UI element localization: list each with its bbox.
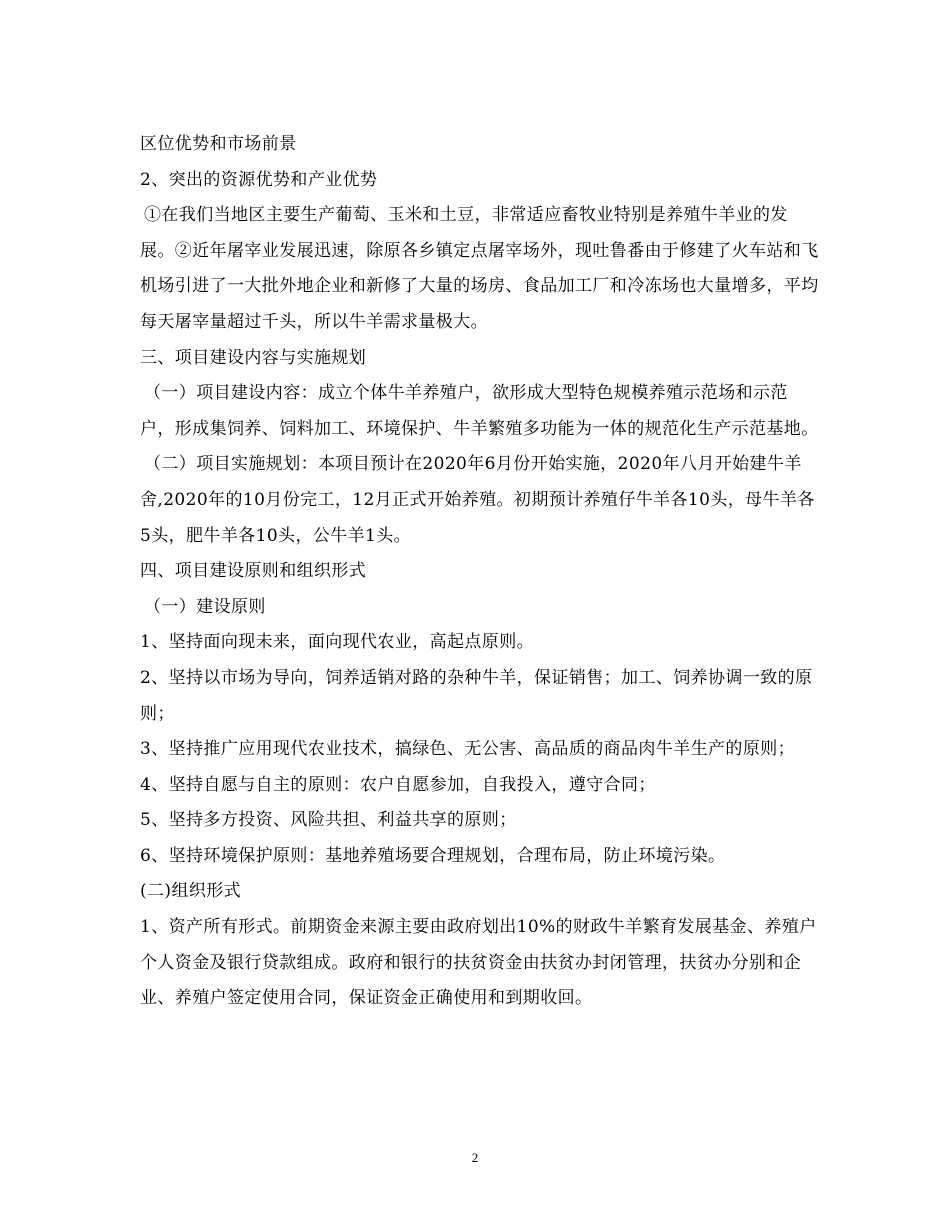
paragraph-asset-ownership: 1、资产所有形式。前期资金来源主要由政府划出10%的财政牛羊繁育发展基金、养殖户个人资金及银行贷款组成。政府和银行的扶贫资金由扶贫办封闭管理，扶贫办分别和企业、养殖户签定使用合同，保证资金正确使用和到期收回。 — [140, 917, 817, 1009]
principle-item-2: 2、坚持以市场为导向，饲养适销对路的杂种牛羊，保证销售；加工、饲养协调一致的原则； — [140, 667, 813, 724]
heading-section-three: 三、项目建设内容与实施规划 — [140, 347, 367, 368]
heading-organization-form: (二)组织形式 — [140, 881, 242, 902]
heading-resource-advantage: 2、突出的资源优势和产业优势 — [140, 169, 378, 190]
document-body — [140, 127, 820, 1017]
principle-item-1: 1、坚持面向现未来，面向现代农业，高起点原则。 — [140, 632, 535, 653]
heading-section-four: 四、项目建设原则和组织形式 — [140, 561, 367, 582]
paragraph-resource-detail: ①在我们当地区主要生产葡萄、玉米和土豆，非常适应畜牧业特别是养殖牛羊业的发展。②近年屠宰业发展迅速，除原各乡镇定点屠宰场外，现吐鲁番由于修建了火车站和飞机场引进了一大批外地企业和新修了大量的场房、食品加工厂和冷冻场也大量增多，平均每天屠宰量超过千头，所以牛羊需求量极大。 — [140, 205, 819, 332]
paragraph-location-advantage: 区位优势和市场前景 — [140, 134, 297, 154]
page-number: 2 — [471, 1150, 479, 1165]
principle-item-4: 4、坚持自愿与自主的原则：农户自愿参加，自我投入，遵守合同； — [140, 774, 656, 795]
paragraph-implementation-plan: （二）项目实施规划：本项目预计在2020年6月份开始实施，2020年八月开始建牛羊舍,2020年的10月份完工，12月正式开始养殖。初期预计养殖仔牛羊各10头，母牛羊各5头，肥牛羊各10头，公牛羊1头。 — [140, 454, 815, 546]
principle-item-5: 5、坚持多方投资、风险共担、利益共享的原则； — [140, 810, 517, 831]
principle-item-6: 6、坚持环境保护原则：基地养殖场要合理规划，合理布局，防止环境污染。 — [140, 845, 726, 866]
principle-item-3: 3、坚持推广应用现代农业技术，搞绿色、无公害、高品质的商品肉牛羊生产的原则； — [140, 739, 796, 760]
heading-construction-principles: （一）建设原则 — [144, 596, 266, 617]
paragraph-construction-content: （一）项目建设内容：成立个体牛羊养殖户，欲形成大型特色规模养殖示范场和示范户，形成集饲养、饲料加工、环境保护、牛羊繁殖多功能为一体的规范化生产示范基地。 — [140, 383, 819, 439]
